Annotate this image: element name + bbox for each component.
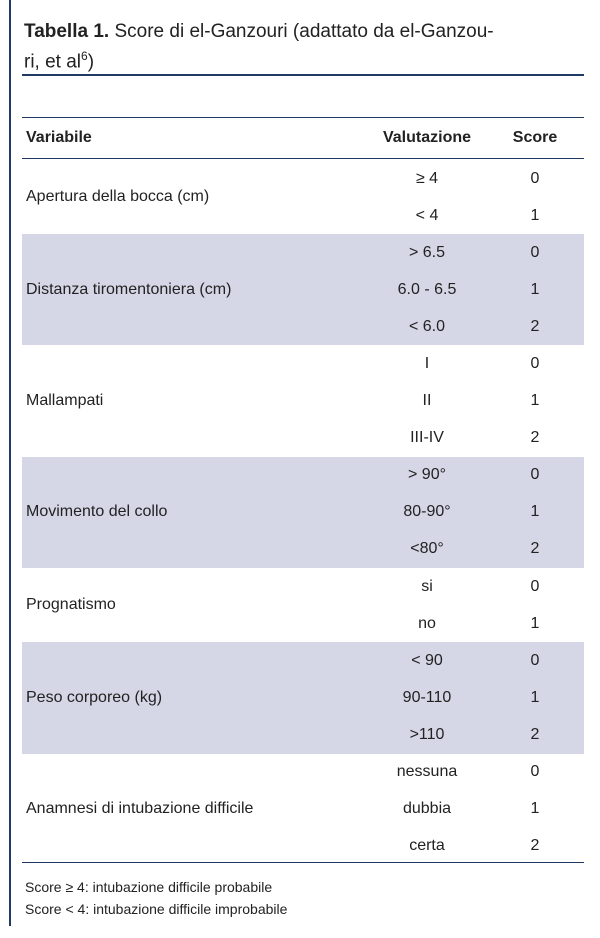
table-row [22, 531, 584, 568]
score-cell: 0 [530, 651, 540, 669]
table-row [22, 642, 584, 679]
evaluation-cell: ≥ 4 [415, 169, 439, 187]
evaluation-cell: <80° [410, 540, 444, 558]
table-row [22, 754, 584, 791]
evaluation-cell: III-IV [410, 429, 444, 447]
table-row [22, 271, 584, 308]
table-row [22, 383, 584, 420]
score-cell: 0 [530, 355, 540, 373]
left-accent-rule [9, 0, 11, 926]
table-bottom-rule [22, 862, 584, 863]
table-row [22, 494, 584, 531]
table-group [22, 160, 584, 234]
score-cell: 2 [530, 837, 540, 855]
variable-cell: Peso corporeo (kg) [26, 688, 163, 706]
table-row [22, 605, 584, 642]
footnotes [25, 876, 287, 920]
table-group [22, 568, 584, 642]
score-cell: 0 [530, 243, 540, 261]
evaluation-cell: < 90 [411, 651, 443, 669]
table-row [22, 197, 584, 234]
score-cell: 1 [530, 503, 540, 521]
table-group [22, 345, 584, 456]
score-cell: 1 [530, 688, 540, 706]
score-cell: 2 [530, 725, 540, 743]
score-cell: 2 [530, 429, 540, 447]
column-header-variable: Variabile [26, 129, 92, 146]
caption-superscript: 6 [81, 49, 88, 63]
score-cell: 0 [530, 763, 540, 781]
caption-rule [22, 74, 584, 76]
evaluation-cell: >110 [409, 725, 445, 743]
evaluation-cell: < 6.0 [408, 317, 446, 335]
score-cell: 1 [530, 392, 540, 410]
variable-cell: Anamnesi di intubazione difficile [26, 800, 254, 818]
table-group [22, 754, 584, 865]
table-row [22, 308, 584, 345]
table-body [22, 160, 584, 865]
evaluation-cell: > 90° [408, 466, 446, 484]
score-cell: 0 [530, 466, 540, 484]
evaluation-cell: 80-90° [403, 503, 451, 521]
column-header-score: Score [512, 129, 558, 146]
score-cell: 1 [530, 614, 540, 632]
table-caption [24, 20, 584, 74]
score-cell: 2 [530, 317, 540, 335]
evaluation-cell: dubbia [402, 800, 452, 818]
evaluation-cell: I [424, 355, 430, 373]
evaluation-cell: > 6.5 [408, 243, 446, 261]
footnote: Score < 4: intubazione difficile improbabile [25, 901, 288, 917]
score-cell: 1 [530, 206, 540, 224]
table-row [22, 160, 584, 197]
evaluation-cell: < 4 [415, 206, 439, 224]
table-row [22, 828, 584, 865]
score-cell: 0 [530, 577, 540, 595]
variable-cell: Apertura della bocca (cm) [26, 188, 210, 206]
score-cell: 1 [530, 800, 540, 818]
variable-cell: Movimento del collo [26, 503, 168, 521]
variable-cell: Distanza tiromentoniera (cm) [26, 280, 232, 298]
evaluation-cell: II [422, 392, 432, 410]
table-group [22, 642, 584, 753]
table-row [22, 679, 584, 716]
footnote: Score ≥ 4: intubazione difficile probabile [25, 879, 273, 895]
table-row [22, 457, 584, 494]
evaluation-cell: si [421, 577, 433, 595]
caption-text-3: ) [87, 51, 95, 73]
variable-cell: Mallampati [26, 392, 104, 410]
caption-text-1: Score di el-Ganzouri (adattato da el-Ganzou- [114, 21, 494, 42]
table-row [22, 568, 584, 605]
evaluation-cell: certa [409, 837, 445, 855]
evaluation-cell: nessuna [396, 763, 458, 781]
table-row [22, 234, 584, 271]
caption-line-2 [24, 44, 584, 74]
table-group [22, 234, 584, 345]
table-row [22, 420, 584, 457]
caption-line-1 [24, 20, 584, 44]
table-row [22, 716, 584, 753]
header-bottom-rule [22, 158, 584, 159]
evaluation-cell: 90-110 [402, 688, 452, 706]
variable-cell: Prognatismo [26, 596, 116, 614]
caption-label: Tabella 1. [24, 21, 110, 42]
score-cell: 1 [530, 280, 540, 298]
score-cell: 2 [530, 540, 540, 558]
table-row [22, 345, 584, 382]
evaluation-cell: no [418, 614, 436, 632]
evaluation-cell: 6.0 - 6.5 [397, 280, 457, 298]
table-group [22, 457, 584, 568]
table-row [22, 791, 584, 828]
column-header-evaluation: Valutazione [382, 129, 472, 146]
score-cell: 0 [530, 169, 540, 187]
caption-text-2: ri, et al [24, 51, 82, 73]
